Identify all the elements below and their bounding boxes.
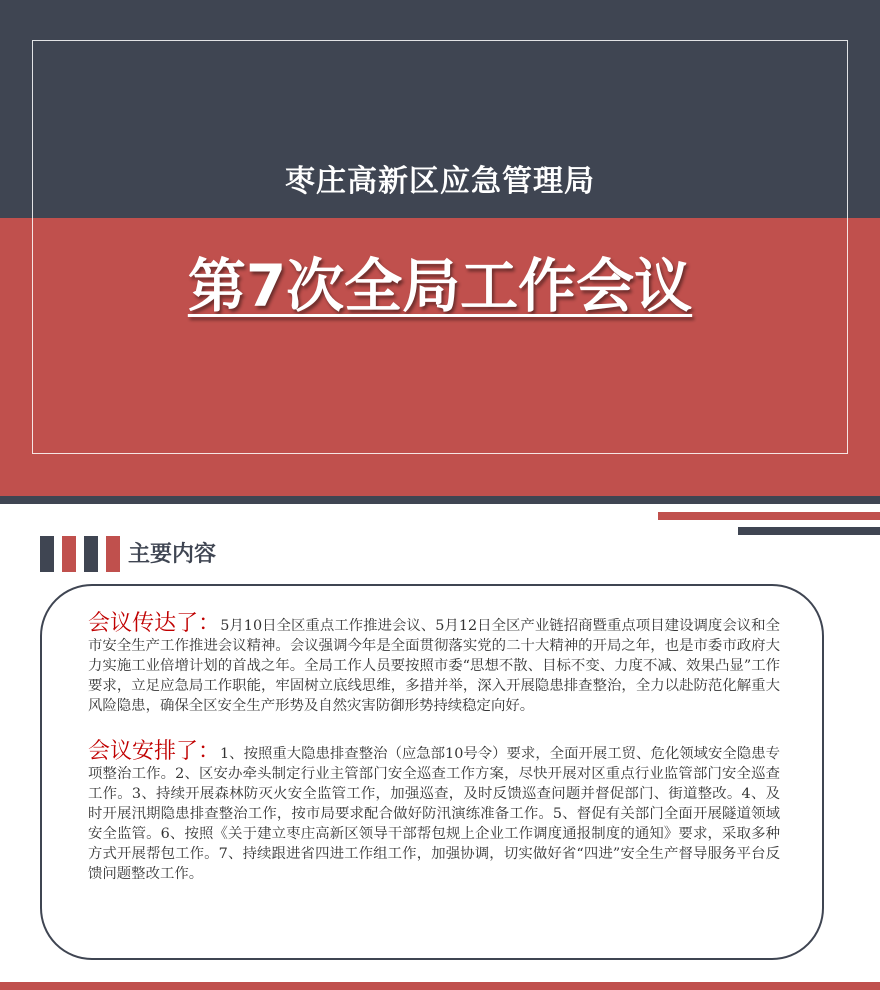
arranged-text: 1、按照重大隐患排查整治（应急部10号令）要求，全面开展工贸、危化领域安全隐患专项整治工作。2、区安办牵头制定行业主管部门安全巡查工作方案，尽快开展对区重点行业监管部门安全巡查工作。3、持续开展森林防灭火安全监管工作，加强巡查，及时反馈巡查问题并督促部门、街道整改。4、及时开展汛期隐患排查整治工作，按市局要求配合做好防汛演练准备工作。5、督促有关部门全面开展隧道领域安全监管。6、按照《关于建立枣庄高新区领导干部帮包规上企业工作调度通报制度的通知》要求，采取多种方式开展帮包工作。7、持续跟进省四进工作组工作，加强协调，切实做好省“四进”安全生产督导服务平台反馈问题整改工作。 bbox=[88, 746, 780, 882]
decor-stripe-dark bbox=[738, 527, 880, 535]
meeting-title: 第7次全局工作会议 bbox=[187, 252, 693, 320]
heading-bar-icon bbox=[106, 536, 120, 572]
conveyed-text: 5月10日全区重点工作推进会议、5月12日全区产业链招商暨重点项目建设调度会议和全市安全生产工作推进会议精神。会议强调今年是全面贯彻落实党的二十大精神的开局之年，也是市委市政府大力实施工业倍增计划的首战之年。全局工作人员要按照市委“思想不散、目标不变、力度不减、效果凸显”工作要求，立足应急局工作职能，牢固树立底线思维，多措并举，深入开展隐患排查整治，全力以赴防范化解重大风险隐患，确保全区安全生产形势及自然灾害防御形势持续稳定向好。 bbox=[88, 618, 780, 714]
section-heading: 主要内容 bbox=[128, 542, 217, 567]
conveyed-paragraph bbox=[88, 611, 780, 716]
footer-stripe bbox=[0, 982, 880, 990]
header-bottom-stripe bbox=[0, 496, 880, 504]
arranged-label: 会议安排了： bbox=[88, 739, 221, 764]
header-frame bbox=[32, 40, 848, 454]
decor-stripe-red bbox=[658, 512, 880, 520]
heading-bar-icon bbox=[84, 536, 98, 572]
heading-bar-icon bbox=[40, 536, 54, 572]
conveyed-label: 会议传达了： bbox=[88, 611, 221, 636]
organization-name: 枣庄高新区应急管理局 bbox=[285, 164, 595, 199]
arranged-paragraph bbox=[88, 739, 780, 884]
heading-bar-icon bbox=[62, 536, 76, 572]
